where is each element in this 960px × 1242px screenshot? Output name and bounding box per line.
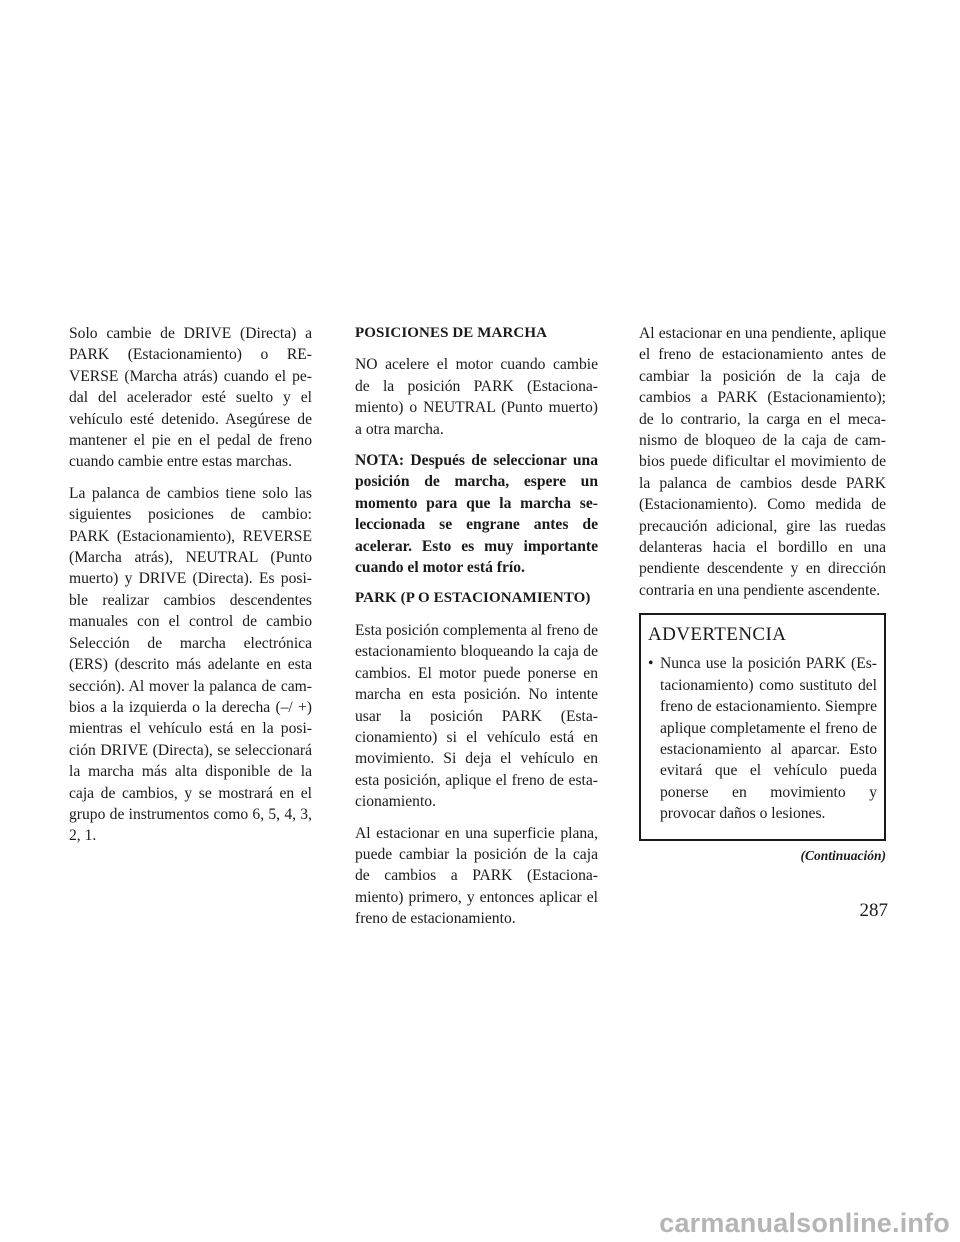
- continued-label: (Continuación): [800, 847, 886, 863]
- paragraph: Al estacionar en una superficie plana, puede cambiar la posición de la caja de cambios a PARK (Estacionamiento) primero, y entonces aplicar el freno de estacionamiento.: [355, 824, 598, 928]
- section-heading: POSICIONES DE MARCHA: [355, 325, 548, 341]
- bullet-icon: •: [648, 655, 654, 673]
- paragraph: NO acelere el motor cuando cambie de la posición PARK (Estacionamiento) o NEUTRAL (Punto muerto) a otra marcha.: [355, 356, 598, 438]
- text-column-middle: [355, 323, 598, 940]
- note-paragraph: NOTA: Después de seleccionar una posición de marcha, espere un momento para que la marcha seleccionada se engrane antes de acelerar. Esto es muy importante cuando el motor está frío.: [355, 452, 598, 577]
- warning-box: [639, 613, 886, 840]
- paragraph: Al estacionar en una pendiente, aplique el freno de estacionamiento antes de cambiar la posición de la caja de cambios a PARK (Estacionamiento); de lo contrario, la carga en el mecanismo de bloqueo de la caja de cambios puede dificultar el movimiento de la palanca de cambios desde PARK (Estacionamiento). Como medida de precaución adicional, gire las ruedas delanteras hacia el bordillo en una pendiente descendente y en dirección contraria en una pendiente ascendente.: [639, 325, 886, 599]
- warning-text: Nunca use la posición PARK (Estacionamiento) como sustituto del freno de estacionamiento. Siempre aplique completamente el freno de estacionamiento al aparcar. Esto evitará que el vehículo pueda ponerse en movimiento y provocar daños o lesiones.: [660, 655, 877, 823]
- paragraph: Esta posición complementa al freno de estacionamiento bloqueando la caja de cambios. El motor puede ponerse en marcha en esta posición. No intente usar la posición PARK (Estacionamiento) si el vehículo está en movimiento. Si deja el vehículo en esta posición, aplique el freno de estacionamiento.: [355, 621, 598, 811]
- subsection-heading: PARK (P O ESTACIONAMIENTO): [355, 590, 591, 607]
- text-column-right: [639, 323, 886, 866]
- watermark-text: carmanualsonline.info: [659, 1208, 950, 1238]
- warning-item: [648, 653, 877, 824]
- paragraph: La palanca de cambios tiene solo las siguientes posiciones de cambio: PARK (Estacionamiento), REVERSE (Marcha atrás), NEUTRAL (Punto muerto) y DRIVE (Directa). Es posible realizar cambios descendentes manuales con el control de cambio Selección de marcha electrónica (ERS) (descrito más adelante en esta sección). Al mover la palanca de cambios a la izquierda o la derecha (–/ +) mientras el vehículo está en la posición DRIVE (Directa), se seleccionará la marcha más alta disponible de la caja de cambios, y se mostrará en el grupo de instrumentos como 6, 5, 4, 3, 2, 1.: [69, 484, 312, 845]
- text-column-left: [69, 323, 312, 857]
- paragraph: Solo cambie de DRIVE (Directa) a PARK (Estacionamiento) o REVERSE (Marcha atrás) cuando el pedal del acelerador esté suelto y el vehículo esté detenido. Asegúrese de mantener el pie en el pedal de freno cuando cambie entre estas marchas.: [69, 325, 312, 471]
- page-number: 287: [859, 900, 888, 921]
- warning-title: ADVERTENCIA: [648, 624, 787, 646]
